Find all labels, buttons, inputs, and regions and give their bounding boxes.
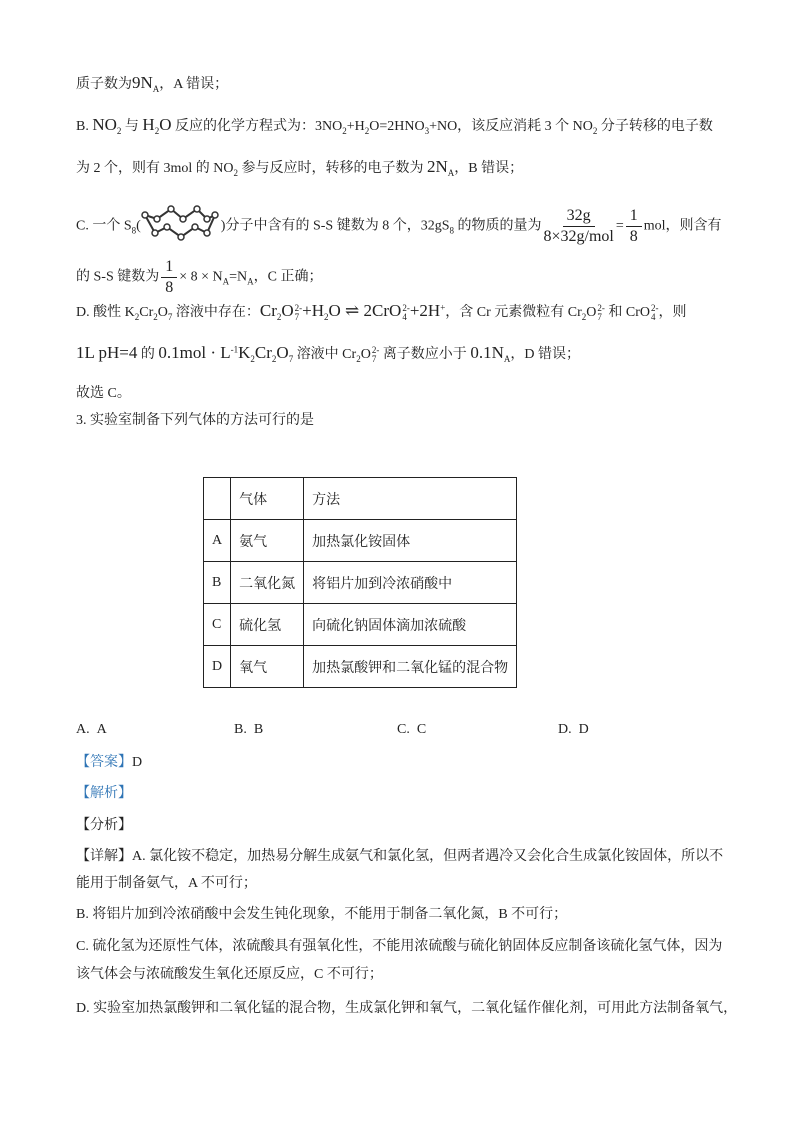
subscript: 2: [250, 353, 255, 364]
subscript: 3: [424, 125, 430, 136]
text-run: +2H: [409, 301, 441, 320]
text-run: × 8 × N: [179, 269, 223, 285]
text-run: 离子数应小于: [379, 347, 471, 362]
subscript: 2: [154, 125, 160, 136]
detail-text: A. 氯化铵不稳定，加热易分解生成氨气和氯化氢，但两者遇冷又会化合生成氯化铵固体，所以不: [132, 849, 724, 864]
table-cell: 向硫化钠固体滴加浓硫酸: [304, 604, 517, 646]
text-run: NO: [92, 115, 117, 134]
text-run: O ⇌ 2CrO: [328, 301, 402, 320]
subscript: A: [447, 167, 455, 178]
table-header-cell: 方法: [304, 478, 517, 520]
table-cell: A: [204, 520, 231, 562]
table-header-row: [204, 478, 517, 520]
superscript: +: [440, 302, 446, 313]
conclusion-line: [76, 384, 131, 404]
fenxi-label: 【分析】: [76, 818, 132, 833]
text-run: =: [615, 218, 624, 234]
text-run: 与: [121, 119, 143, 134]
option-key: C.: [397, 722, 410, 737]
table-cell: 加热氯酸钾和二氧化锰的混合物: [304, 646, 517, 688]
subscript: 2: [592, 125, 598, 136]
option-d: [558, 722, 589, 738]
option-value: C: [416, 722, 427, 737]
text-run: (: [136, 218, 141, 234]
answer-value: D: [132, 755, 143, 770]
text-run: 和 CrO: [604, 305, 651, 320]
text-run: 1L pH=4: [76, 343, 138, 362]
subscript: 7: [371, 353, 377, 364]
text-run: O=2HNO: [369, 119, 425, 134]
superscript: 2-: [371, 344, 380, 355]
subscript: 2: [356, 353, 361, 364]
numerator: 32g: [563, 206, 595, 227]
subscript: A: [503, 353, 511, 364]
text-run: D. 酸性 K: [76, 305, 135, 320]
text-run: =N: [229, 269, 248, 285]
option-b-line-1: [76, 115, 713, 137]
detail-line-1: [76, 847, 723, 867]
subscript: 2: [116, 125, 122, 136]
subscript: 4: [402, 311, 407, 322]
answer-line: [76, 753, 142, 773]
denominator: 8: [629, 228, 638, 245]
proton-count-line: [76, 73, 228, 95]
subscript: A: [152, 83, 160, 94]
table-row: [204, 520, 517, 562]
text-run: +NO，该反应消耗 3 个 NO: [429, 119, 593, 134]
table-cell: 硫化氢: [231, 604, 304, 646]
table-cell: 氨气: [231, 520, 304, 562]
subscript: 7: [288, 353, 294, 364]
fraction: [161, 257, 177, 298]
option-b: [234, 722, 263, 738]
text-run: +H: [346, 119, 365, 134]
text-run: ，则: [658, 305, 687, 320]
text-run: 2N: [427, 157, 448, 176]
subscript: 7: [167, 311, 173, 322]
text-run: O: [281, 301, 294, 320]
option-key: B.: [234, 722, 247, 737]
table-cell: 氧气: [231, 646, 304, 688]
option-value: D: [578, 722, 589, 737]
subscript: 7: [597, 311, 602, 322]
text-run: ，C 正确；: [253, 269, 323, 285]
text-run: 溶液中存在：: [172, 305, 260, 320]
text-run: ，A 错误；: [159, 77, 229, 92]
text-run: 为 2 个，则有 3mol 的 NO: [76, 161, 234, 176]
subscript: 2: [276, 311, 282, 322]
table-cell: 加热氯化铵固体: [304, 520, 517, 562]
table-cell: C: [204, 604, 231, 646]
text-run: ，D 错误；: [510, 347, 580, 362]
subscript: 2: [581, 311, 587, 322]
detail-line-5: 该气体会与浓硫酸发生氧化还原反应，C 不可行；: [76, 967, 383, 982]
text-run: 故选 C。: [76, 386, 131, 401]
text-run: 9N: [132, 73, 153, 92]
subscript: 2: [342, 125, 347, 136]
text-run: ，B 错误；: [454, 161, 524, 176]
text-run: 分子转移的电子数: [597, 119, 713, 134]
analysis-label: 【解析】: [76, 786, 132, 801]
option-b-line-2: [76, 157, 523, 179]
text-run: +H: [302, 301, 325, 320]
question-3-stem: [76, 411, 314, 431]
detail-label: 【详解】: [76, 849, 132, 864]
text-run: C. 一个 S: [76, 218, 132, 234]
superscript: 2-: [402, 302, 410, 313]
option-key: D.: [558, 722, 572, 737]
text-run: Cr: [259, 301, 277, 320]
text-run: 参与反应时，转移的电子数为: [238, 161, 427, 176]
s8-molecule-icon: [141, 203, 221, 250]
denominator: 8: [165, 279, 174, 296]
subscript: A: [222, 276, 230, 287]
charge-script: [402, 304, 410, 322]
superscript: 2-: [597, 302, 605, 313]
detail-line-6: D. 实验室加热氯酸钾和二氧化锰的混合物，生成氯化钾和氧气，二氧化锰作催化剂，可用此方法制备氧气，: [76, 1001, 738, 1016]
subscript: 7: [294, 311, 300, 322]
detail-line-2: 能用于制备氨气，A 不可行；: [76, 876, 257, 891]
table-header-cell: 气体: [231, 478, 304, 520]
table-cell: B: [204, 562, 231, 604]
subscript: 4: [651, 311, 656, 322]
text-run: H: [142, 115, 155, 134]
superscript: -1: [230, 344, 239, 355]
subscript: 2: [153, 311, 158, 322]
text-run: 3. 实验室制备下列气体的方法可行的是: [76, 413, 314, 428]
option-c-line-2: [76, 257, 323, 298]
subscript: 2: [134, 311, 140, 322]
numerator: 1: [161, 257, 177, 278]
text-run: 0.1N: [470, 343, 504, 362]
text-run: K: [238, 343, 251, 362]
subscript: 2: [324, 311, 329, 322]
detail-line-4: C. 硫化氢为还原性气体，浓硫酸具有强氧化性，不能用浓硫酸与硫化钠固体反应制备该硫化氢气体，因为: [76, 939, 723, 954]
denominator: 8×32g/mol: [543, 228, 614, 245]
table-cell: 二氧化氮: [231, 562, 304, 604]
text-run: Cr: [254, 343, 272, 362]
text-run: 溶液中 Cr: [293, 347, 357, 362]
text-run: ，含 Cr 元素微粒有 Cr: [445, 305, 582, 320]
numerator: 1: [626, 206, 642, 227]
option-d-line-1: [76, 301, 687, 323]
text-run: Cr: [139, 305, 154, 320]
subscript: 2: [233, 167, 238, 178]
superscript: 2-: [294, 302, 303, 313]
table-cell: D: [204, 646, 231, 688]
subscript: 8: [131, 225, 137, 236]
subscript: A: [247, 276, 254, 287]
text-run: 的 S-S 键数为: [76, 269, 160, 285]
option-c-line-1: [76, 203, 722, 250]
table-row: [204, 646, 517, 688]
table-row: [204, 562, 517, 604]
option-d-line-2: [76, 343, 580, 365]
subscript: 8: [449, 225, 454, 236]
text-run: 反应的化学方程式为：3NO: [171, 119, 343, 134]
text-run: O: [159, 115, 172, 134]
text-run: O: [157, 305, 168, 320]
text-run: O: [276, 343, 289, 362]
charge-script: [597, 304, 605, 322]
subscript: 2: [364, 125, 370, 136]
detail-line-3: B. 将铝片加到冷浓硝酸中会发生钝化现象，不能用于制备二氧化氮，B 不可行；: [76, 907, 568, 922]
option-value: A: [96, 722, 107, 737]
table-row: [204, 604, 517, 646]
text-run: O: [586, 305, 597, 320]
text-run: )分子中含有的 S-S 键数为 8 个，32gS: [220, 218, 450, 234]
superscript: 2-: [651, 302, 659, 313]
subscript: 2: [271, 353, 277, 364]
text-run: 的: [137, 347, 159, 362]
text-run: 质子数为: [76, 77, 132, 92]
answer-label: 【答案】: [76, 755, 132, 770]
table-header-cell: [204, 478, 231, 520]
option-c: [397, 722, 426, 738]
gas-methods-table: [203, 477, 517, 688]
option-key: A.: [76, 722, 90, 737]
fraction: [626, 206, 642, 247]
text-run: O: [360, 347, 371, 362]
fraction: [543, 206, 613, 247]
charge-script: [651, 304, 659, 322]
text-run: B.: [76, 119, 93, 134]
option-a: [76, 722, 107, 738]
text-run: 的物质的量为: [453, 218, 542, 234]
text-run: mol，则含有: [643, 218, 722, 234]
text-run: 0.1mol · L: [158, 343, 231, 362]
table-cell: 将铝片加到冷浓硝酸中: [304, 562, 517, 604]
option-value: B: [253, 722, 264, 737]
